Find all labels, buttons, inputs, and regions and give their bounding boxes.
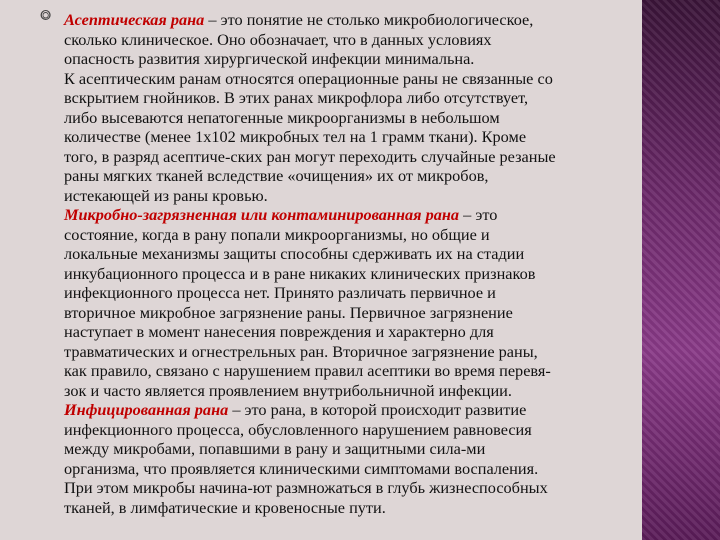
paragraph-line: К асептическим ранам относятся операционные раны не связанные со xyxy=(64,68,553,88)
paragraph-line: организма, что проявляется клиническими симптомами воспаления. xyxy=(64,458,539,478)
paragraph2-line-1 xyxy=(64,205,664,225)
paragraph-line: количестве (менее 1х102 микробных тел на 1 грамм ткани). Кроме xyxy=(64,127,527,146)
paragraph-line: локальные механизмы защиты способны сдерживать их на стадии xyxy=(64,244,525,263)
paragraph-line: между микробами, попавшими в рану и защитными сила-ми xyxy=(64,439,486,458)
term-aseptic-wound: Асептическая рана xyxy=(64,10,205,29)
paragraph-line: состояние, когда в рану попали микроорганизмы, но общие и xyxy=(64,224,490,244)
paragraph-line: зок и часто является проявлением внутрибольничной инфекции. xyxy=(64,380,512,400)
paragraph-line: сколько клиническое. Оно обозначает, что в данных условиях xyxy=(64,29,492,49)
paragraph-line: либо высеваются непатогенные микроорганизмы в небольшом xyxy=(64,107,500,127)
paragraph-line: вторичное микробное загрязнение раны. Первичное загрязнение xyxy=(64,302,513,322)
paragraph-line: наступает в момент нанесения повреждения и характерно для xyxy=(64,322,494,341)
paragraph-line: опасность развития хирургической инфекции минимальна. xyxy=(64,49,475,68)
paragraph-line: травматических и огнестрельных ран. Вторичное загрязнение раны, xyxy=(64,341,538,361)
paragraph3-line-1 xyxy=(64,400,664,420)
paragraph-text: – это рана, в которой происходит развитие xyxy=(228,400,527,419)
paragraph-text: – это xyxy=(459,205,498,224)
paragraph-line: инфекционного процесса, обусловленного нарушением равновесия xyxy=(64,419,532,439)
paragraph-line: инкубационного процесса и в ране никаких клинических признаков xyxy=(64,263,536,283)
paragraph-line: как правило, связано с нарушением правил асептики во время перевя- xyxy=(64,361,551,380)
paragraph-text: – это понятие не столько микробиологическое, xyxy=(204,10,534,29)
term-contaminated-wound: Микробно-загрязненная или контаминированная рана xyxy=(64,205,460,224)
slide-text-body xyxy=(64,10,664,517)
paragraph-line: истекающей из раны кровью. xyxy=(64,185,268,205)
paragraph-line: раны мягких тканей вследствие «очищения» их от микробов, xyxy=(64,166,489,185)
bullet-icon: ⭗ xyxy=(40,8,52,24)
paragraph-line: того, в разряд асептиче-ских ран могут переходить случайные резаные xyxy=(64,146,556,166)
paragraph1-line-1 xyxy=(64,10,664,30)
term-infected-wound: Инфицированная рана xyxy=(64,400,229,419)
paragraph-line: вскрытием гнойников. В этих ранах микрофлора либо отсутствует, xyxy=(64,88,529,107)
paragraph-line: тканей, в лимфатические и кровеносные пути. xyxy=(64,497,386,517)
paragraph-line: При этом микробы начина-ют размножаться в глубь жизнеспособных xyxy=(64,478,548,497)
paragraph-line: инфекционного процесса нет. Принято различать первичное и xyxy=(64,283,496,302)
